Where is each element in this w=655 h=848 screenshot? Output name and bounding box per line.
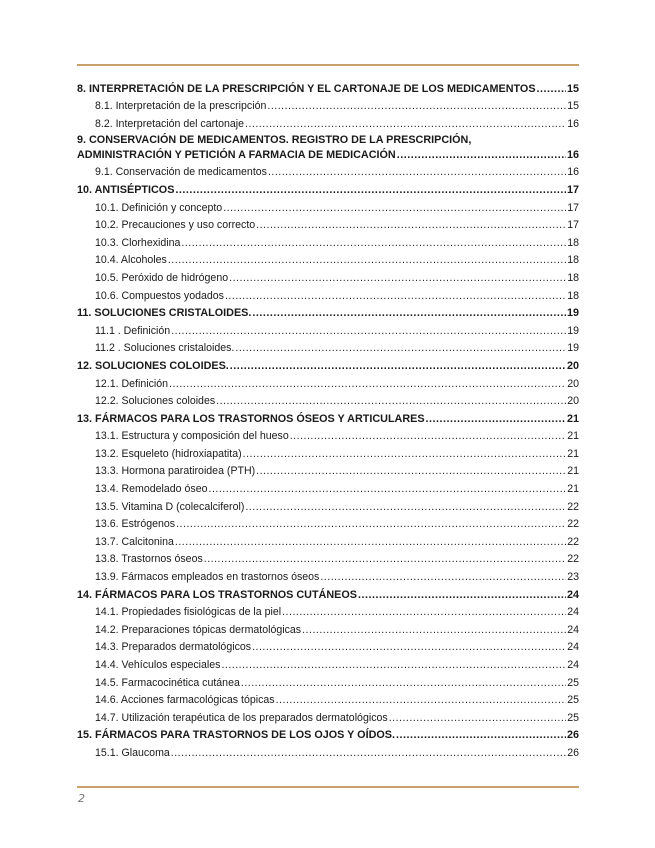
toc-title: 10.4. Alcoholes bbox=[95, 254, 167, 267]
toc-subsection[interactable] bbox=[77, 637, 579, 655]
toc-subsection[interactable] bbox=[77, 162, 579, 180]
toc-leader-dots bbox=[168, 254, 566, 267]
toc-subsection[interactable] bbox=[77, 496, 579, 514]
toc-title: 10.2. Precauciones y uso correcto bbox=[95, 219, 256, 232]
toc-page-number: 24 bbox=[567, 623, 579, 636]
toc-leader-dots bbox=[243, 448, 567, 461]
toc-page-number: 20 bbox=[567, 377, 579, 390]
toc-subsection[interactable] bbox=[77, 742, 579, 760]
toc-subsection[interactable] bbox=[77, 514, 579, 532]
toc-leader-dots bbox=[256, 219, 566, 232]
toc-page-number: 18 bbox=[567, 236, 579, 249]
toc-page-number: 25 bbox=[567, 711, 579, 724]
page-number: 2 bbox=[78, 792, 85, 805]
toc-title: 13.2. Esqueleto (hidroxiapatita) bbox=[95, 447, 242, 460]
toc-leader-dots bbox=[396, 729, 566, 742]
toc-leader-dots bbox=[268, 166, 566, 179]
toc-page-number: 19 bbox=[567, 324, 579, 337]
toc-page-number: 22 bbox=[567, 518, 579, 531]
toc-subsection[interactable] bbox=[77, 672, 579, 690]
table-of-contents bbox=[77, 78, 579, 760]
toc-page-number: 21 bbox=[567, 447, 579, 460]
toc-section[interactable] bbox=[77, 584, 579, 602]
toc-leader-dots bbox=[267, 100, 566, 113]
toc-subsection[interactable] bbox=[77, 373, 579, 391]
toc-subsection[interactable] bbox=[77, 391, 579, 409]
toc-title: 8.2. Interpretación del cartonaje bbox=[95, 117, 244, 130]
toc-title: 9.1. Conservación de medicamentos bbox=[95, 166, 267, 179]
toc-title: 13.1. Estructura y composición del hueso bbox=[95, 430, 289, 443]
toc-title: 10.6. Compuestos yodados bbox=[95, 289, 224, 302]
toc-page-number: 21 bbox=[567, 483, 579, 496]
toc-leader-dots bbox=[389, 712, 567, 725]
toc-title: 14.6. Acciones farmacológicas tópicas bbox=[95, 694, 275, 707]
toc-page-number: 20 bbox=[567, 395, 579, 408]
toc-subsection[interactable] bbox=[77, 654, 579, 672]
toc-subsection[interactable] bbox=[77, 707, 579, 725]
toc-subsection[interactable] bbox=[77, 267, 579, 285]
toc-page-number: 15 bbox=[566, 82, 579, 95]
toc-leader-dots bbox=[397, 149, 566, 162]
toc-leader-dots bbox=[209, 483, 567, 496]
toc-title: 8. INTERPRETACIÓN DE LA PRESCRIPCIÓN Y EL CARTONAJE DE LOS MEDICAMENTOS bbox=[77, 82, 536, 95]
toc-subsection[interactable] bbox=[77, 113, 579, 131]
toc-title: 13. FÁRMACOS PARA LOS TRASTORNOS ÓSEOS Y ARTICULARES bbox=[77, 412, 425, 425]
toc-section[interactable] bbox=[77, 179, 579, 197]
toc-page-number: 17 bbox=[567, 219, 579, 232]
toc-title: 10.5. Peróxido de hidrógeno bbox=[95, 271, 229, 284]
toc-leader-dots bbox=[252, 641, 566, 654]
toc-title: 13.8. Trastornos óseos bbox=[95, 553, 203, 566]
toc-page-number: 24 bbox=[567, 606, 579, 619]
toc-leader-dots bbox=[221, 659, 566, 672]
toc-leader-dots bbox=[320, 571, 566, 584]
toc-title: 12.2. Soluciones coloides bbox=[95, 395, 216, 408]
toc-title: 14.3. Preparados dermatológicos bbox=[95, 641, 252, 654]
toc-leader-dots bbox=[225, 290, 566, 303]
toc-leader-dots bbox=[216, 395, 566, 408]
toc-title: 14.2. Preparaciones tópicas dermatológicas bbox=[95, 623, 302, 636]
toc-page-number: 18 bbox=[567, 254, 579, 267]
toc-leader-dots bbox=[223, 202, 566, 215]
toc-title: 11.2 . Soluciones cristaloides. bbox=[95, 342, 235, 355]
toc-leader-dots bbox=[235, 342, 566, 355]
toc-page-number: 22 bbox=[567, 535, 579, 548]
toc-title: 12. SOLUCIONES COLOIDES. bbox=[77, 359, 229, 372]
toc-page-number: 15 bbox=[567, 100, 579, 113]
toc-page-number: 23 bbox=[567, 571, 579, 584]
toc-title: 13.7. Calcitonina bbox=[95, 535, 174, 548]
toc-subsection[interactable] bbox=[77, 426, 579, 444]
toc-leader-dots bbox=[426, 413, 566, 426]
toc-section[interactable] bbox=[77, 355, 579, 373]
toc-title-line1: 9. CONSERVACIÓN DE MEDICAMENTOS. REGISTRO DE LA PRESCRIPCIÓN, bbox=[77, 133, 472, 146]
toc-page-number: 25 bbox=[567, 676, 579, 689]
toc-page-number: 16 bbox=[566, 148, 579, 161]
toc-title: 15.1. Glaucoma bbox=[95, 746, 170, 759]
toc-subsection[interactable] bbox=[77, 250, 579, 268]
toc-subsection[interactable] bbox=[77, 96, 579, 114]
toc-subsection[interactable] bbox=[77, 338, 579, 356]
toc-page-number: 24 bbox=[566, 588, 579, 601]
footer-rule bbox=[77, 786, 579, 788]
toc-page-number: 22 bbox=[567, 553, 579, 566]
header-rule bbox=[77, 64, 579, 66]
toc-page-number: 19 bbox=[566, 307, 579, 320]
toc-leader-dots bbox=[252, 307, 566, 320]
toc-leader-dots bbox=[245, 118, 566, 131]
toc-leader-dots bbox=[175, 184, 566, 197]
toc-page-number: 24 bbox=[567, 659, 579, 671]
toc-subsection[interactable] bbox=[77, 461, 579, 479]
toc-subsection[interactable] bbox=[77, 619, 579, 637]
toc-leader-dots bbox=[282, 606, 566, 619]
toc-title: 14.5. Farmacocinética cutánea bbox=[95, 676, 240, 689]
toc-title: 14.4. Vehículos especiales bbox=[95, 659, 221, 671]
toc-subsection[interactable] bbox=[77, 320, 579, 338]
toc-leader-dots bbox=[245, 501, 566, 514]
toc-page-number: 21 bbox=[566, 412, 579, 425]
toc-page-number: 18 bbox=[567, 289, 579, 302]
toc-leader-dots bbox=[290, 430, 566, 443]
toc-subsection[interactable] bbox=[77, 478, 579, 496]
toc-title: 10.3. Clorhexidina bbox=[95, 236, 181, 249]
toc-leader-dots bbox=[358, 589, 566, 602]
toc-section[interactable] bbox=[77, 131, 579, 162]
toc-subsection[interactable] bbox=[77, 232, 579, 250]
toc-subsection[interactable] bbox=[77, 443, 579, 461]
toc-page-number: 18 bbox=[567, 271, 579, 284]
toc-subsection[interactable] bbox=[77, 566, 579, 584]
toc-subsection[interactable] bbox=[77, 602, 579, 620]
toc-title: 13.6. Estrógenos bbox=[95, 518, 176, 531]
toc-section[interactable] bbox=[77, 303, 579, 321]
toc-page-number: 25 bbox=[567, 694, 579, 707]
toc-leader-dots bbox=[169, 378, 566, 391]
toc-section[interactable] bbox=[77, 408, 579, 426]
toc-leader-dots bbox=[302, 624, 566, 637]
toc-page-number: 16 bbox=[567, 117, 579, 130]
toc-page-number: 17 bbox=[567, 201, 579, 214]
toc-title: 12.1. Definición bbox=[95, 377, 169, 390]
toc-leader-dots bbox=[176, 518, 566, 531]
toc-section[interactable] bbox=[77, 725, 579, 743]
toc-title: 10. ANTISÉPTICOS bbox=[77, 183, 175, 196]
toc-title: 14.1. Propiedades fisiológicas de la piel bbox=[95, 606, 282, 619]
toc-leader-dots bbox=[171, 325, 566, 338]
toc-title: 10.1. Definición y concepto bbox=[95, 201, 223, 214]
toc-leader-dots bbox=[537, 83, 566, 96]
toc-page-number: 20 bbox=[566, 359, 579, 372]
toc-title: 15. FÁRMACOS PARA TRASTORNOS DE LOS OJOS Y OÍDOS. bbox=[77, 729, 395, 742]
toc-page-number: 24 bbox=[567, 641, 579, 654]
toc-leader-dots bbox=[171, 747, 566, 760]
toc-leader-dots bbox=[256, 465, 566, 478]
toc-subsection[interactable] bbox=[77, 690, 579, 708]
toc-leader-dots bbox=[229, 272, 566, 285]
toc-subsection[interactable] bbox=[77, 215, 579, 233]
toc-title: 8.1. Interpretación de la prescripción bbox=[95, 100, 267, 113]
toc-title: 14.7. Utilización terapéutica de los preparados dermatológicos bbox=[95, 711, 388, 724]
toc-page-number: 17 bbox=[566, 183, 579, 196]
toc-page-number: 21 bbox=[567, 430, 579, 443]
toc-leader-dots bbox=[230, 360, 566, 373]
toc-page-number: 22 bbox=[567, 500, 579, 513]
toc-leader-dots bbox=[175, 536, 566, 549]
toc-page-number: 16 bbox=[567, 166, 579, 179]
toc-leader-dots bbox=[181, 237, 566, 250]
toc-title: 14. FÁRMACOS PARA LOS TRASTORNOS CUTÁNEOS bbox=[77, 588, 357, 601]
toc-leader-dots bbox=[276, 694, 567, 707]
toc-page-number: 19 bbox=[567, 342, 579, 355]
toc-subsection[interactable] bbox=[77, 531, 579, 549]
toc-subsection[interactable] bbox=[77, 549, 579, 567]
toc-title: 13.9. Fármacos empleados en trastornos óseos bbox=[95, 571, 320, 584]
toc-title-line2: ADMINISTRACIÓN Y PETICIÓN A FARMACIA DE MEDICACIÓN bbox=[77, 148, 396, 161]
toc-title: 13.3. Hormona paratiroidea (PTH) bbox=[95, 465, 256, 478]
toc-section[interactable] bbox=[77, 78, 579, 96]
toc-subsection[interactable] bbox=[77, 197, 579, 215]
toc-title: 13.5. Vitamina D (colecalciferol) bbox=[95, 500, 245, 513]
toc-page-number: 21 bbox=[567, 465, 579, 478]
toc-leader-dots bbox=[241, 677, 566, 690]
toc-leader-dots bbox=[204, 553, 566, 566]
toc-page-number: 26 bbox=[567, 746, 579, 759]
toc-title: 13.4. Remodelado óseo bbox=[95, 483, 208, 496]
toc-subsection[interactable] bbox=[77, 285, 579, 303]
toc-page-number: 26 bbox=[566, 729, 579, 742]
toc-title: 11.1 . Definición bbox=[95, 324, 171, 337]
toc-title: 11. SOLUCIONES CRISTALOIDES. bbox=[77, 307, 252, 320]
